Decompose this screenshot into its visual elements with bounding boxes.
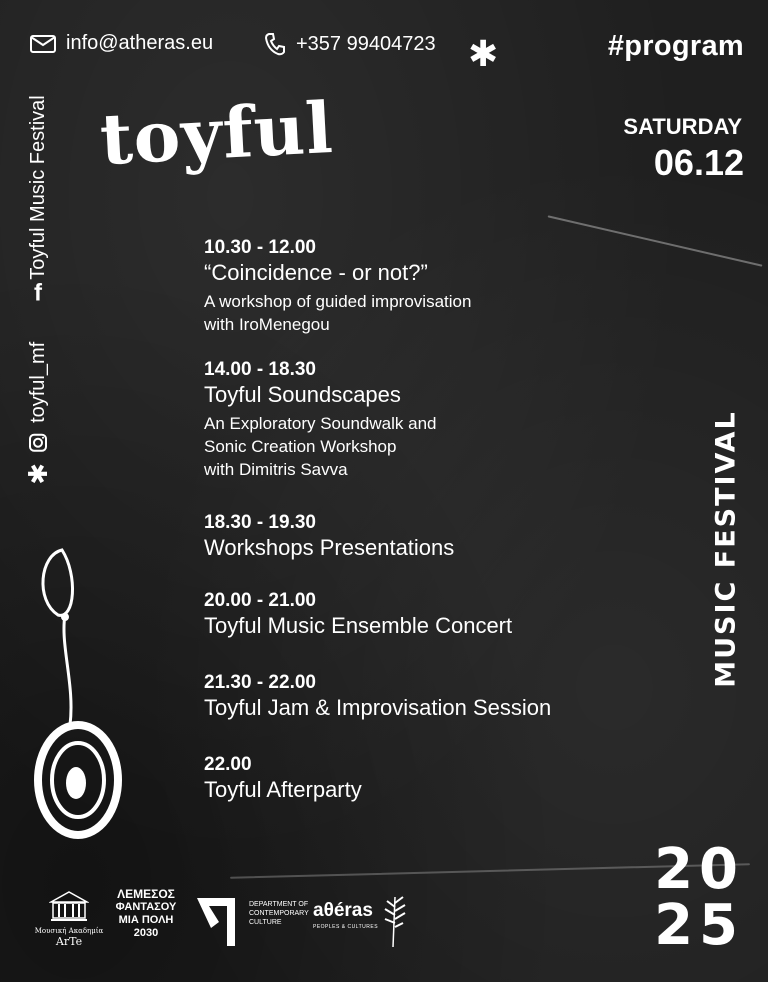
program-schedule [204, 236, 664, 821]
event-title: Toyful Jam & Improvisation Session [204, 695, 552, 720]
yoyo-icon [20, 545, 130, 845]
arte-logo [34, 890, 104, 948]
building-icon [49, 890, 89, 922]
atheras-name: aθéras [313, 900, 373, 921]
event-day: SATURDAY [623, 114, 742, 139]
description-line: An Exploratory Soundwalk and [204, 414, 437, 433]
year-line-1: 20 [654, 837, 744, 902]
phone-text: +357 99404723 [296, 32, 436, 55]
event-title: Toyful Music Ensemble Concert [204, 613, 513, 638]
phone-icon [264, 32, 286, 56]
event-title: Toyful Soundscapes [204, 382, 401, 407]
department-line: DEPARTMENT OF [249, 901, 309, 908]
event-title: “Coincidence - or not?” [204, 260, 428, 285]
event-description [204, 290, 664, 336]
toyful-logo: toyful [97, 85, 336, 182]
facebook-icon: f [34, 279, 42, 307]
mail-icon [30, 35, 56, 53]
atheras-logo [313, 900, 378, 930]
event-title: Toyful Afterparty [204, 777, 362, 802]
phone-contact[interactable] [264, 32, 436, 56]
department-line: CONTEMPORARY [249, 910, 309, 917]
instagram-icon [28, 433, 48, 453]
email-text: info@atheras.eu [66, 32, 214, 54]
instagram-handle[interactable]: toyful_mf [26, 341, 49, 423]
event-date: 06.12 [653, 142, 744, 183]
event-time: 21.30 - 22.00 [204, 672, 316, 693]
description-line: Sonic Creation Workshop [204, 437, 397, 456]
department-mark-icon [195, 894, 241, 948]
lemesos-line: ΛΕΜΕΣΟΣ [117, 887, 175, 901]
wheat-icon [375, 893, 411, 949]
event-time: 18.30 - 19.30 [204, 512, 316, 533]
department-logo [195, 894, 309, 948]
schedule-item [204, 753, 664, 803]
lemesos-line: ΜΙΑ ΠΟΛΗ [118, 914, 174, 926]
lemesos-2030-logo [110, 888, 182, 940]
event-time: 14.00 - 18.30 [204, 359, 316, 380]
arte-subtitle: Μουσική Ακαδημία [34, 927, 104, 935]
email-contact[interactable] [30, 32, 213, 55]
asterisk-icon: ✱ [23, 462, 53, 485]
event-time: 10.30 - 12.00 [204, 237, 316, 258]
event-title: Workshops Presentations [204, 535, 455, 560]
schedule-item [204, 589, 664, 639]
department-text [249, 900, 309, 927]
event-time: 20.00 - 21.00 [204, 590, 316, 611]
description-line: A workshop of guided improvisation [204, 292, 472, 311]
lemesos-line: 2030 [133, 927, 159, 939]
schedule-item [204, 671, 664, 721]
event-description [204, 412, 664, 481]
event-time: 22.00 [204, 754, 252, 775]
social-links [24, 70, 52, 510]
hashtag-title: #program [607, 30, 744, 62]
description-line: with Dimitris Savva [204, 460, 348, 479]
asterisk-icon: ✱ [468, 33, 499, 74]
music-festival-label [706, 404, 746, 694]
department-line: CULTURE [249, 919, 282, 926]
description-line: with IroMenegou [204, 315, 330, 334]
facebook-page[interactable]: Toyful Music Festival [26, 95, 49, 280]
schedule-item [204, 236, 664, 336]
schedule-item [204, 358, 664, 481]
lemesos-line: ΦΑΝΤΑΣΟΥ [115, 901, 177, 913]
music-festival-text: MUSIC FESTIVAL [710, 410, 742, 688]
arte-name: ArTe [55, 935, 83, 948]
schedule-item [204, 511, 664, 561]
atheras-tagline: PEOPLES & CULTURES [313, 924, 379, 930]
year-line-2: 25 [654, 893, 744, 958]
